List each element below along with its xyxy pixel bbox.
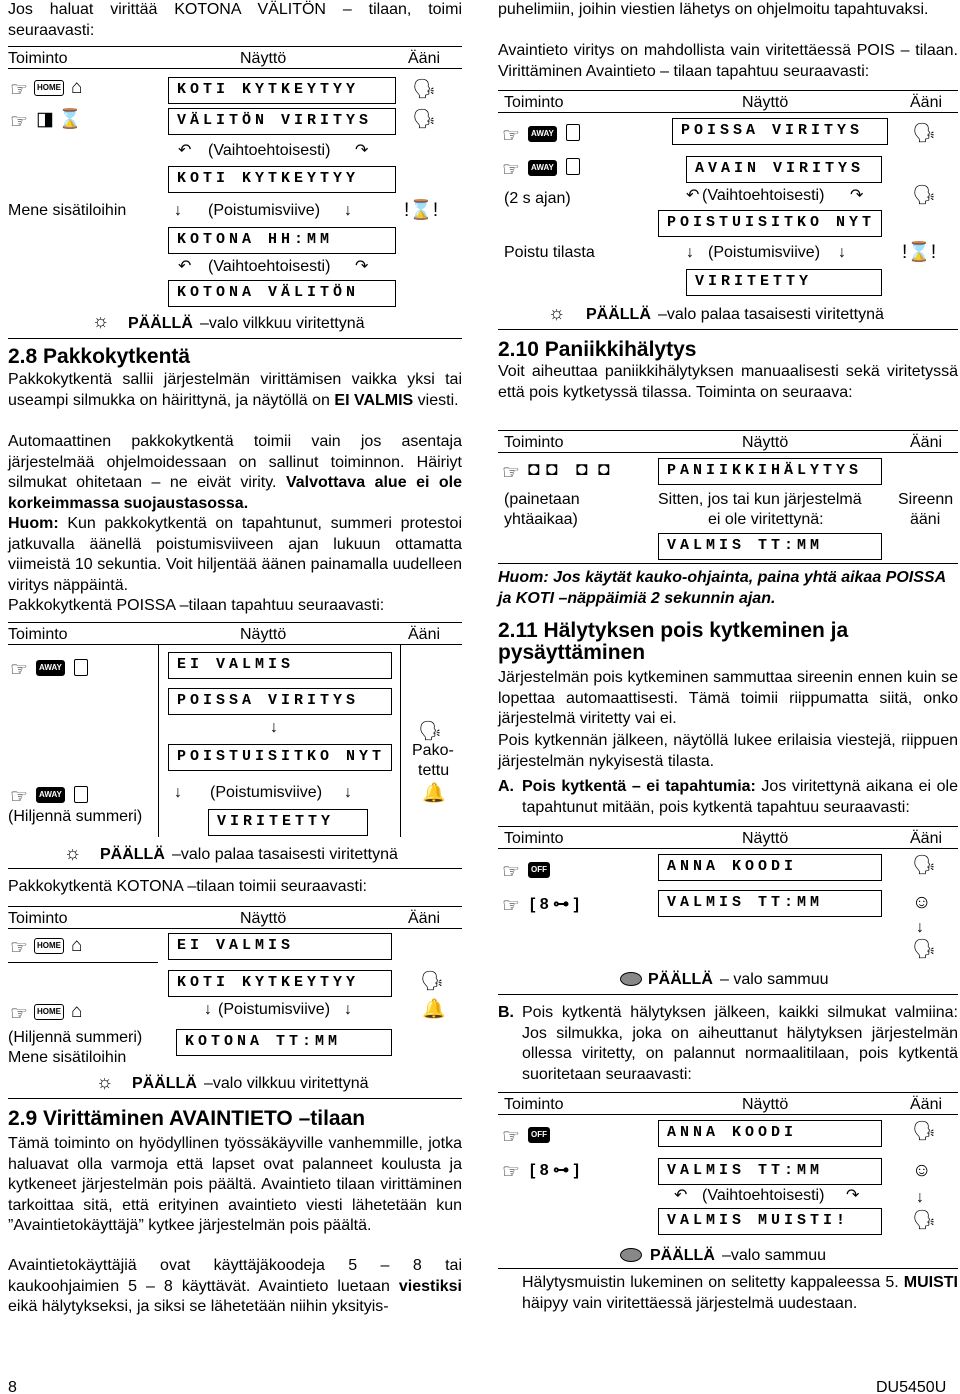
panic-key-icon: ◘ (598, 459, 610, 480)
paragraph: Pakkokytkentä KOTONA –tilaan toimii seuraavasti: (8, 878, 367, 895)
away-key[interactable]: AWAY (528, 160, 557, 176)
lcd-display: VIRITETTY (208, 809, 368, 836)
arrow-curve-icon: ↷ (355, 142, 369, 159)
hand-point-icon: ☞ (502, 125, 520, 147)
hand-point-icon: ☞ (502, 895, 520, 917)
table-bottom-rule (8, 868, 462, 869)
exit-beeps-icon: !⌛! (902, 242, 937, 263)
intro-text: Jos haluat virittää KOTONA VÄLITÖN – tilaan, toimi seuraavasti: (8, 1, 462, 39)
lcd-display: POISTUISITKO NYT (658, 210, 882, 237)
section-title: 2.9 Virittäminen AVAINTIETO –tilaan (8, 1107, 366, 1130)
hand-point-icon: ☞ (502, 1161, 520, 1183)
smiley-icon: ☺ (912, 1160, 932, 1181)
panic-key-icon: ◘ (576, 459, 588, 480)
arrow-down-icon: ↓ (174, 202, 182, 219)
speaker-beep-icon: 🗣 (912, 855, 937, 876)
table-bottom-rule (498, 563, 958, 564)
arrow-down-icon: ↓ (838, 244, 846, 261)
siren-label: Sireenn (898, 491, 954, 508)
led-on-label: PÄÄLLÄ (648, 971, 713, 988)
arrow-down-icon: ↓ (344, 784, 352, 801)
home-key[interactable]: HOME (34, 938, 64, 954)
lcd-display: KOTONA HH:MM (168, 227, 396, 254)
lcd-display: PANIIKKIHÄLYTYS (658, 458, 882, 485)
lock-icon (566, 124, 580, 141)
table-header: Toiminto Näyttö Ääni (8, 906, 462, 929)
arrow-curve-icon: ↷ (355, 258, 369, 275)
lcd-display: POISSA VIRITYS (672, 118, 888, 145)
arrow-down-icon: ↓ (174, 784, 182, 801)
table-header: Toiminto Näyttö Ääni (8, 622, 462, 645)
hand-point-icon: ☞ (10, 786, 28, 808)
house-icon: ⌂ (71, 1001, 83, 1022)
quiet-label: (Hiljennä summeri) (8, 808, 143, 825)
hourglass-off-icon: ⌛ (58, 109, 82, 130)
home-key[interactable]: HOME (34, 80, 64, 96)
table-header: Toiminto Näyttö Ääni (8, 46, 462, 69)
speaker-beep-icon: 🗣 (912, 1121, 937, 1142)
lcd-display: VALMIS TT:MM (658, 890, 882, 917)
lcd-display: AVAIN VIRITYS (686, 156, 882, 183)
speaker-beep-icon: 🗣 (412, 109, 437, 130)
led-off-icon (620, 1248, 642, 1262)
alt-label: (Vaihtoehtoisesti) (208, 142, 331, 159)
hand-point-icon: ☞ (502, 462, 520, 484)
led-off-icon (620, 972, 642, 986)
led-blink-icon: ☼ (92, 311, 110, 332)
lcd-display: KOTONA TT:MM (176, 1029, 392, 1056)
section-title: 2.8 Pakkokytkentä (8, 345, 191, 368)
exit-delay-label: (Poistumisviive) (708, 244, 821, 261)
led-desc: –valo palaa tasaisesti viritettynä (658, 306, 884, 323)
pakotettu-label: Pako- (412, 742, 454, 759)
table-header: Toiminto Näyttö Ääni (498, 430, 958, 453)
lcd-display: VÄLITÖN VIRITYS (168, 108, 396, 135)
speaker-beep-icon: 🗣 (420, 971, 445, 992)
hand-point-icon: ☞ (502, 861, 520, 883)
exit-delay-label: (Poistumisviive) (208, 202, 321, 219)
lcd-display: KOTI KYTKEYTYY (168, 970, 392, 997)
arrow-down-icon: ↓ (270, 719, 278, 736)
row-rule (8, 962, 158, 963)
smiley-icon: ☺ (912, 892, 932, 913)
condition-label: ei ole viritettynä: (708, 511, 824, 528)
paragraph: Pakkokytkentä POISSA –tilaan tapahtuu seuraavasti: (8, 597, 385, 614)
speaker-beep-icon: 🗣 (912, 185, 937, 206)
arrow-curve-icon: ↶ (178, 258, 192, 275)
paragraph: Voit aiheuttaa paniikkihälytyksen manuaalisesti sekä viritetyssä että pois kytketyssä tilassa. Toiminta on seuraava: (498, 363, 958, 401)
lcd-display: VALMIS TT:MM (658, 533, 882, 560)
home-key[interactable]: HOME (34, 1004, 64, 1020)
away-key[interactable]: AWAY (36, 660, 65, 676)
alt-label: (Vaihtoehtoisesti) (208, 258, 331, 275)
arrow-curve-icon: ↷ (850, 187, 864, 204)
table-header: Toiminto Näyttö Ääni (498, 1092, 958, 1115)
lock-icon (566, 158, 580, 175)
condition-label: Sitten, jos tai kun järjestelmä (658, 491, 862, 508)
paragraph: Pois kytkentä hälytyksen jälkeen, kaikki silmukat valmiina: Jos silmukka, joka on aiheuttanut hälytyksen järjestelmän ollessa viritetty, on palannut normaalitilaan, pois kytkentä suoritetaan seuraavasti: (522, 1004, 958, 1083)
speaker-beep-icon: 🗣 (412, 79, 437, 100)
led-desc: – valo sammuu (720, 971, 829, 988)
exit-delay-label: (Poistumisviive) (210, 784, 323, 801)
arrow-down-icon: ↓ (344, 1001, 352, 1018)
led-desc: –valo sammuu (722, 1247, 827, 1264)
paragraph: Tämä toiminto on hyödyllinen työssäkäyville vanhemmille, jotka haluavat olla varmoja että lapset ovat palanneet koulusta ja kytkeneet järjestelmän pois päältä. Avaintieto tilaan virittäminen tarkoittaa sitä, että erityinen avaintieto viesti lähetetään kun ”Avaintietokäyttäjä” kytkee järjestelmän pois päältä. (8, 1135, 462, 1234)
off-key[interactable]: OFF (528, 1127, 550, 1143)
lcd-display: POISSA VIRITYS (168, 688, 392, 715)
off-key[interactable]: OFF (528, 862, 550, 878)
table-bottom-rule (498, 994, 958, 995)
led-blink-icon: ☼ (96, 1072, 114, 1093)
siren-label: ääni (910, 511, 941, 528)
arrow-down-icon: ↓ (204, 1001, 212, 1018)
arrow-down-icon: ↓ (686, 244, 694, 261)
hand-point-icon: ☞ (502, 159, 520, 181)
code-key-icon: [ 8 ⊶ ] (530, 896, 579, 913)
table-bottom-rule (8, 338, 462, 339)
lcd-display: VALMIS MUISTI! (658, 1208, 882, 1235)
lcd-display: VALMIS TT:MM (658, 1158, 882, 1185)
step-label: yhtäaikaa) (504, 511, 578, 528)
led-desc: –valo vilkkuu viritettynä (204, 1075, 369, 1092)
paragraph: Pois kytkentä – ei tapahtumia: Jos viritettynä aikana ei ole tapahtunut mitään, pois kytkentä tapahtuu seuraavasti: (522, 778, 959, 816)
paragraph: Avaintietokäyttäjiä ovat käyttäjäkoodeja 5 – 8 tai kaukoohjaimien 5 – 8 käyttävät. Avaintieto luetaan viestiksi eikä hälytykseksi, ja siksi se lähetetään niihin yksityis- (8, 1257, 462, 1315)
led-on-label: PÄÄLLÄ (586, 306, 651, 323)
hand-point-icon: ☞ (10, 937, 28, 959)
instant-key-icon: ◨ (36, 109, 54, 130)
hand-point-icon: ☞ (502, 1126, 520, 1148)
speaker-beep-icon: 🗣 (912, 1210, 937, 1231)
led-on-label: PÄÄLLÄ (100, 846, 165, 863)
paragraph: puhelimiin, joihin viestien lähetys on ohjelmoitu tapahtuvaksi. (498, 1, 929, 18)
section-title: pysäyttäminen (498, 641, 646, 664)
hand-point-icon: ☞ (10, 659, 28, 681)
panic-key-icon: ◘ (528, 459, 540, 480)
paragraph: Järjestelmän pois kytkeminen sammuttaa sireenin ennen kuin se lopettaa automaattisesti. Tämä toimii riippumatta siitä, onko järjestelmä viritetty vai ei. (498, 669, 958, 727)
step-label: (painetaan (504, 491, 580, 508)
table-bottom-rule (8, 1098, 462, 1099)
lcd-display: KOTONA VÄLITÖN (168, 280, 396, 307)
lcd-display: ANNA KOODI (658, 854, 882, 881)
bell-icon: 🔔 (422, 783, 446, 804)
speaker-beep-icon: 🗣 (912, 939, 937, 960)
arrow-down-icon: ↓ (916, 919, 924, 936)
alt-label: (Vaihtoehtoisesti) (702, 1187, 825, 1204)
lcd-display: EI VALMIS (168, 652, 392, 679)
lock-icon (74, 659, 88, 676)
arrow-curve-icon: ↶ (674, 1187, 688, 1204)
speaker-beep-icon: 🗣 (418, 721, 443, 742)
bell-icon: 🔔 (422, 999, 446, 1020)
exit-beeps-icon: !⌛! (404, 200, 439, 221)
page-number: 8 (8, 1379, 17, 1394)
quiet-label: (Hiljennä summeri) (8, 1029, 143, 1046)
hand-point-icon: ☞ (10, 1003, 28, 1025)
away-key[interactable]: AWAY (36, 787, 65, 803)
speaker-beep-icon: 🗣 (912, 123, 937, 144)
lcd-display: ANNA KOODI (658, 1120, 882, 1147)
table-bottom-rule (498, 1268, 958, 1269)
paragraph: Avaintieto viritys on mahdollista vain viritettäessä POIS – tilaan. Virittäminen Avaintieto – tilaan tapahtuu seuraavasti: (498, 42, 958, 80)
led-on-label: PÄÄLLÄ (132, 1075, 197, 1092)
led-on-label: PÄÄLLÄ (650, 1247, 715, 1264)
led-steady-icon: ☼ (64, 843, 82, 864)
column-divider (158, 645, 159, 837)
paragraph: Huom: Kun pakkokytkentä on tapahtunut, summeri protestoi jatkuvalla äänellä poistumisviiveen ajan lukuun ottamatta viimeistä 10 sekuntia. Voit hiljentää äänen painamalla uudelleen viritys näppäintä. (8, 515, 462, 594)
section-title: 2.11 Hälytyksen pois kytkeminen ja (498, 619, 849, 642)
table-header: Toiminto Näyttö Ääni (498, 90, 958, 113)
section-title: 2.10 Paniikkihälytys (498, 338, 697, 361)
hand-point-icon: ☞ (10, 79, 28, 101)
list-label: A. (498, 778, 514, 795)
exit-delay-label: (Poistumisviive) (218, 1001, 331, 1018)
arrow-curve-icon: ↶ (686, 187, 700, 204)
code-key-icon: [ 8 ⊶ ] (530, 1162, 579, 1179)
column-divider (400, 645, 401, 837)
note: Huom: Jos käytät kauko-ohjainta, paina yhtä aikaa POISSA ja KOTI –näppäimiä 2 sekunnin ajan. (498, 569, 946, 607)
lcd-display: EI VALMIS (168, 933, 392, 960)
arrow-curve-icon: ↶ (178, 142, 192, 159)
table-bottom-rule (498, 329, 958, 330)
arrow-curve-icon: ↷ (846, 1187, 860, 1204)
house-icon: ⌂ (71, 77, 83, 98)
paragraph: Pois kytkennän jälkeen, näytöllä lukee erilaisia viestejä, riippuen järjestelmän nykyisestä tilasta. (498, 732, 958, 770)
lcd-display: VIRITETTY (686, 269, 882, 296)
table-header: Toiminto Näyttö Ääni (498, 826, 958, 849)
doc-code: DU5450U (876, 1379, 947, 1394)
lcd-display: POISTUISITKO NYT (168, 744, 392, 771)
alt-label: (Vaihtoehtoisesti) (702, 187, 825, 204)
house-icon: ⌂ (71, 935, 83, 956)
step-label: Poistu tilasta (504, 244, 595, 261)
lock-icon (74, 786, 88, 803)
hand-point-icon: ☞ (10, 111, 28, 133)
step-label: Mene sisätiloihin (8, 1049, 127, 1066)
lcd-display: KOTI KYTKEYTYY (168, 77, 396, 104)
panic-key-icon: ◘ (546, 459, 558, 480)
away-key[interactable]: AWAY (528, 126, 557, 142)
led-desc: –valo palaa tasaisesti viritettynä (172, 846, 398, 863)
led-on-label: PÄÄLLÄ (128, 315, 193, 332)
list-label: B. (498, 1004, 514, 1021)
hold-label: (2 s ajan) (504, 190, 571, 207)
arrow-down-icon: ↓ (344, 202, 352, 219)
paragraph: Hälytysmuistin lukeminen on selitetty kappaleessa 5. MUISTI häipyy vain viritettäessä järjestelmä uudestaan. (522, 1274, 958, 1312)
paragraph: Automaattinen pakkokytkentä toimii vain jos asentaja järjestelmää ohjelmoidessaan on sallinut toiminnon. Häiriyt silmukat ohitetaan – ne eivät virity. Valvottava alue ei ole korkeimmassa suojaustasossa. (8, 433, 463, 512)
step-label: Mene sisätiloihin (8, 202, 127, 219)
arrow-down-icon: ↓ (916, 1189, 924, 1206)
paragraph: Pakkokytkentä sallii järjestelmän virittämisen vaikka yksi tai useampi silmukka on häirittynä, ja näytöllä on EI VALMIS viesti. (8, 371, 462, 409)
led-steady-icon: ☼ (548, 303, 566, 324)
pakotettu-label: tettu (418, 762, 450, 779)
led-desc: –valo vilkkuu viritettynä (200, 315, 365, 332)
lcd-display: KOTI KYTKEYTYY (168, 166, 396, 193)
